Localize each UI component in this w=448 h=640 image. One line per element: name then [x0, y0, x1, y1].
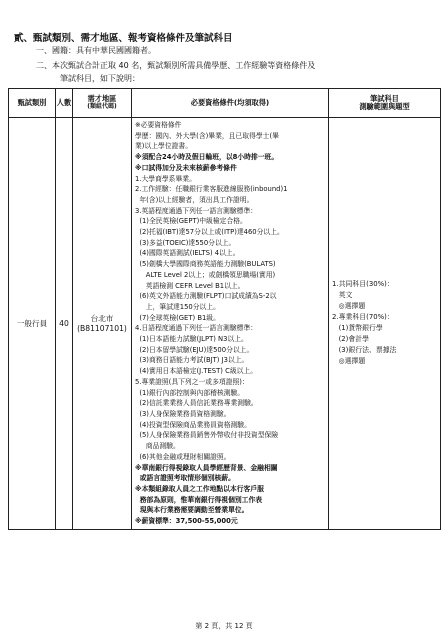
requirement-line: (7)全球英檢(GET) B1級。 [135, 313, 220, 322]
subject-line: 英文 [332, 291, 353, 300]
requirement-line: (1)日本語能力試驗(JLPT) N3以上。 [135, 335, 248, 344]
requirement-line: ALTE Level 2以上；或劍橋領思職場(實用) [135, 270, 276, 279]
table-header-row [9, 89, 441, 118]
requirement-line: ※必要資格條件 [135, 121, 182, 129]
requirement-line: 2.工作經驗：任職銀行業客服進線服務(inbound)1 [135, 185, 288, 194]
requirement-line: ※薪資標準：37,500-55,000元 [135, 517, 238, 526]
quota-item-line1: 二、本次甄試合計正取 40 名，甄試類別所需具備學歷、工作經驗等資格條件及 [36, 61, 316, 70]
header-category: 甄試類別 [9, 89, 56, 118]
header-count: 人數 [56, 89, 73, 118]
quota-item-line2: 筆試科目，如下說明： [60, 74, 140, 83]
header-requirements: 必要資格條件(均須取得) [132, 89, 329, 118]
requirement-line: 現與本行業務需要調動至營業單位。 [135, 506, 249, 515]
requirement-line: (5)劍橋大學國際商務英語能力測驗(BULATS) [135, 260, 276, 269]
requirement-line: 1.大學商學系畢業。 [135, 174, 196, 183]
category-cell: 一般行員 [9, 118, 56, 530]
requirement-line: 務部為原則，惟華南銀行得視個別工作表 [135, 495, 263, 504]
requirement-line: 業)以上學位證書。 [135, 142, 193, 151]
requirement-line: (6)其他金融或理財相關證照。 [135, 452, 231, 461]
location-code: (B81107101) [77, 324, 127, 334]
requirement-line: ※本類組錄取人員之工作地點以本行客戶服 [135, 484, 264, 493]
requirement-line: ※華南銀行得視錄取人員學經歷背景、金融相關 [135, 463, 278, 472]
requirements-cell [132, 118, 329, 530]
requirement-line: 5.專業證照(具下列之一或多項證照)： [135, 377, 249, 386]
requirement-line: (4)投資型保險商品業務員資格測驗。 [135, 420, 251, 429]
requirement-line: 或語言證照考取情形個別核薪。 [135, 474, 235, 483]
subject-line: ◎選擇題 [332, 357, 366, 366]
subject-line: 2.專業科目(70%)： [332, 313, 394, 322]
subject-line: (2)會計學 [332, 335, 370, 344]
requirement-line: (4)國際英語測試(IELTS) 4以上。 [135, 249, 240, 258]
nationality-item: 一、國籍：具有中華民國國籍者。 [36, 46, 156, 55]
requirement-line: 學歷：國內、外大學(含)畢業，且已取得學士(畢 [135, 131, 279, 140]
requirements-table [8, 88, 441, 530]
header-subjects-line1: 筆試科目 [370, 93, 399, 103]
header-subjects [329, 89, 441, 118]
requirement-line: (3)人身保險業務員資格測驗。 [135, 409, 231, 418]
requirement-line: (1)銀行內部控制與內部稽核測驗。 [135, 388, 245, 397]
requirement-line: 商品測驗。 [135, 442, 180, 451]
location-cell [73, 118, 132, 530]
header-location-line2: (類組代碼) [87, 102, 117, 110]
requirement-line: (4)實用日本語檢定(J.TEST) C級以上。 [135, 367, 258, 376]
header-location [73, 89, 132, 118]
count-cell: 40 [56, 118, 73, 530]
subject-line: (1)貨幣銀行學 [332, 324, 383, 333]
section-title: 貳、甄試類別、需才地區、報考資格條件及筆試科目 [14, 33, 233, 44]
header-location-line1: 需才地區 [87, 94, 117, 104]
table-row [9, 118, 441, 530]
requirement-line: (2)信託業業務人員信託業務專業測驗。 [135, 399, 258, 408]
requirement-line: (2)托福(IBT)達57分以上或(ITP)達460分以上。 [135, 228, 284, 237]
subject-line: 1.共同科目(30%)： [332, 280, 394, 289]
requirement-line: (6)英文外語能力測驗(FLPT)口試成績為S-2以 [135, 292, 277, 301]
subjects-cell [329, 118, 441, 530]
requirement-line: 英語檢測 CEFR Level B1以上。 [135, 281, 245, 290]
location-name: 台北市 [90, 314, 114, 324]
subject-line: (3)銀行法、票據法 [332, 346, 397, 355]
requirement-line: (3)商務日語能力考試(BJT) J3以上。 [135, 356, 249, 365]
requirement-line: ※口試得加分及未來核薪參考條件 [135, 163, 237, 172]
requirement-line: 4.日語程度通過下列任一語言測驗標準： [135, 324, 258, 333]
subject-line: ◎選擇題 [332, 302, 366, 311]
header-subjects-line2: 測驗範圍與題型 [359, 102, 410, 111]
requirement-line: (1)全民英檢(GEPT)中級檢定合格。 [135, 217, 247, 226]
requirement-line: (3)多益(TOEIC)達550分以上。 [135, 238, 236, 247]
requirement-line: 年(含)以上經驗者，須出具工作證明。 [135, 195, 254, 204]
requirement-line: ※須配合24小時及假日輪班，以8小時排一班。 [135, 153, 279, 162]
requirement-line: (5)人身保險業務員銷售外幣收付非投資型保險 [135, 431, 279, 440]
requirement-line: 3.英語程度通過下列任一語言測驗標準： [135, 206, 258, 215]
requirement-line: 上，筆試達150分以上。 [135, 302, 220, 311]
page-footer: 第 2 頁，共 12 頁 [195, 622, 253, 630]
requirement-line: (2)日本留學試驗(EJU)達500分以上。 [135, 345, 254, 354]
